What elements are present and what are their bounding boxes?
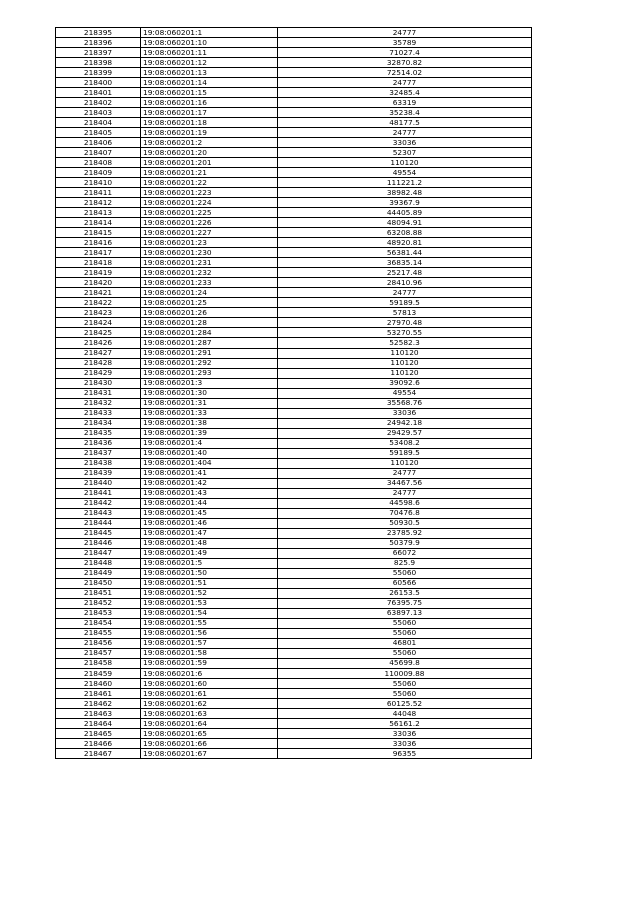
row-id-cell: 218403 xyxy=(56,108,141,118)
row-id-cell: 218455 xyxy=(56,628,141,638)
table-row xyxy=(56,88,532,98)
table-row xyxy=(56,178,532,188)
table-row xyxy=(56,558,532,568)
amount-cell: 110009.88 xyxy=(278,669,532,679)
table-row xyxy=(56,58,532,68)
table-row xyxy=(56,148,532,158)
table-row xyxy=(56,488,532,498)
row-id-cell: 218454 xyxy=(56,618,141,628)
cadastral-number-cell: 19:08:060201:49 xyxy=(141,548,278,558)
cadastral-number-cell: 19:08:060201:11 xyxy=(141,48,278,58)
table-row xyxy=(56,458,532,468)
amount-cell: 110120 xyxy=(278,348,532,358)
table-row xyxy=(56,608,532,618)
amount-cell: 60125.52 xyxy=(278,699,532,709)
table-row xyxy=(56,578,532,588)
cadastral-number-cell: 19:08:060201:3 xyxy=(141,378,278,388)
amount-cell: 24942.18 xyxy=(278,418,532,428)
cadastral-number-cell: 19:08:060201:51 xyxy=(141,578,278,588)
table-row xyxy=(56,168,532,178)
amount-cell: 44048 xyxy=(278,709,532,719)
amount-cell: 72514.02 xyxy=(278,68,532,78)
row-id-cell: 218436 xyxy=(56,438,141,448)
table-row xyxy=(56,68,532,78)
table-row xyxy=(56,548,532,558)
amount-cell: 66072 xyxy=(278,548,532,558)
amount-cell: 55060 xyxy=(278,689,532,699)
amount-cell: 825.9 xyxy=(278,558,532,568)
cadastral-number-cell: 19:08:060201:13 xyxy=(141,68,278,78)
cadastral-number-cell: 19:08:060201:5 xyxy=(141,558,278,568)
table-row xyxy=(56,188,532,198)
amount-cell: 49554 xyxy=(278,388,532,398)
row-id-cell: 218416 xyxy=(56,238,141,248)
row-id-cell: 218413 xyxy=(56,208,141,218)
amount-cell: 24777 xyxy=(278,28,532,38)
amount-cell: 48177.5 xyxy=(278,118,532,128)
table-row xyxy=(56,158,532,168)
table-row xyxy=(56,588,532,598)
table-row xyxy=(56,518,532,528)
row-id-cell: 218463 xyxy=(56,709,141,719)
cadastral-number-cell: 19:08:060201:14 xyxy=(141,78,278,88)
amount-cell: 55060 xyxy=(278,568,532,578)
row-id-cell: 218433 xyxy=(56,408,141,418)
amount-cell: 110120 xyxy=(278,358,532,368)
cadastral-number-cell: 19:08:060201:45 xyxy=(141,508,278,518)
cadastral-number-cell: 19:08:060201:38 xyxy=(141,418,278,428)
amount-cell: 63319 xyxy=(278,98,532,108)
row-id-cell: 218396 xyxy=(56,38,141,48)
cadastral-number-cell: 19:08:060201:44 xyxy=(141,498,278,508)
amount-cell: 55060 xyxy=(278,679,532,689)
cadastral-number-cell: 19:08:060201:48 xyxy=(141,538,278,548)
row-id-cell: 218421 xyxy=(56,288,141,298)
row-id-cell: 218435 xyxy=(56,428,141,438)
cadastral-number-cell: 19:08:060201:20 xyxy=(141,148,278,158)
cadastral-number-cell: 19:08:060201:223 xyxy=(141,188,278,198)
amount-cell: 59189.5 xyxy=(278,448,532,458)
cadastral-number-cell: 19:08:060201:47 xyxy=(141,528,278,538)
table-row xyxy=(56,108,532,118)
table-row xyxy=(56,658,532,668)
table-row xyxy=(56,238,532,248)
row-id-cell: 218462 xyxy=(56,699,141,709)
cadastral-number-cell: 19:08:060201:26 xyxy=(141,308,278,318)
amount-cell: 110120 xyxy=(278,158,532,168)
cadastral-number-cell: 19:08:060201:59 xyxy=(141,658,278,668)
row-id-cell: 218397 xyxy=(56,48,141,58)
table-row xyxy=(56,729,532,739)
table-row xyxy=(56,508,532,518)
amount-cell: 53408.2 xyxy=(278,438,532,448)
amount-cell: 33036 xyxy=(278,739,532,749)
cadastral-number-cell: 19:08:060201:17 xyxy=(141,108,278,118)
table-row xyxy=(56,428,532,438)
table-row xyxy=(56,739,532,749)
table-row xyxy=(56,689,532,699)
table-row xyxy=(56,598,532,608)
amount-cell: 57813 xyxy=(278,308,532,318)
amount-cell: 38982.48 xyxy=(278,188,532,198)
table-row xyxy=(56,719,532,729)
row-id-cell: 218445 xyxy=(56,528,141,538)
amount-cell: 33036 xyxy=(278,408,532,418)
amount-cell: 32485.4 xyxy=(278,88,532,98)
cadastral-number-cell: 19:08:060201:58 xyxy=(141,648,278,658)
cadastral-number-cell: 19:08:060201:284 xyxy=(141,328,278,338)
amount-cell: 44598.6 xyxy=(278,498,532,508)
cadastral-number-cell: 19:08:060201:31 xyxy=(141,398,278,408)
row-id-cell: 218444 xyxy=(56,518,141,528)
amount-cell: 52582.3 xyxy=(278,338,532,348)
table-row xyxy=(56,468,532,478)
row-id-cell: 218461 xyxy=(56,689,141,699)
amount-cell: 26153.5 xyxy=(278,588,532,598)
table-row xyxy=(56,208,532,218)
row-id-cell: 218423 xyxy=(56,308,141,318)
table-row xyxy=(56,538,532,548)
cadastral-number-cell: 19:08:060201:225 xyxy=(141,208,278,218)
row-id-cell: 218431 xyxy=(56,388,141,398)
row-id-cell: 218398 xyxy=(56,58,141,68)
table-row xyxy=(56,288,532,298)
cadastral-number-cell: 19:08:060201:41 xyxy=(141,468,278,478)
amount-cell: 39367.9 xyxy=(278,198,532,208)
amount-cell: 24777 xyxy=(278,128,532,138)
row-id-cell: 218414 xyxy=(56,218,141,228)
row-id-cell: 218424 xyxy=(56,318,141,328)
cadastral-number-cell: 19:08:060201:230 xyxy=(141,248,278,258)
row-id-cell: 218402 xyxy=(56,98,141,108)
row-id-cell: 218417 xyxy=(56,248,141,258)
row-id-cell: 218427 xyxy=(56,348,141,358)
amount-cell: 59189.5 xyxy=(278,298,532,308)
row-id-cell: 218412 xyxy=(56,198,141,208)
amount-cell: 110120 xyxy=(278,458,532,468)
amount-cell: 46801 xyxy=(278,638,532,648)
amount-cell: 50930.5 xyxy=(278,518,532,528)
row-id-cell: 218450 xyxy=(56,578,141,588)
table-row xyxy=(56,98,532,108)
row-id-cell: 218443 xyxy=(56,508,141,518)
table-row xyxy=(56,398,532,408)
table-row xyxy=(56,118,532,128)
cadastral-number-cell: 19:08:060201:291 xyxy=(141,348,278,358)
table-row xyxy=(56,308,532,318)
table-row xyxy=(56,298,532,308)
table-row xyxy=(56,528,532,538)
amount-cell: 29429.57 xyxy=(278,428,532,438)
cadastral-number-cell: 19:08:060201:15 xyxy=(141,88,278,98)
table-row xyxy=(56,618,532,628)
table-row xyxy=(56,749,532,759)
row-id-cell: 218456 xyxy=(56,638,141,648)
amount-cell: 39092.6 xyxy=(278,378,532,388)
table-row xyxy=(56,38,532,48)
row-id-cell: 218404 xyxy=(56,118,141,128)
row-id-cell: 218408 xyxy=(56,158,141,168)
amount-cell: 48094.91 xyxy=(278,218,532,228)
row-id-cell: 218457 xyxy=(56,648,141,658)
row-id-cell: 218429 xyxy=(56,368,141,378)
row-id-cell: 218418 xyxy=(56,258,141,268)
table-row xyxy=(56,648,532,658)
row-id-cell: 218420 xyxy=(56,278,141,288)
row-id-cell: 218407 xyxy=(56,148,141,158)
table-row xyxy=(56,368,532,378)
amount-cell: 60566 xyxy=(278,578,532,588)
amount-cell: 63208.88 xyxy=(278,228,532,238)
row-id-cell: 218409 xyxy=(56,168,141,178)
cadastral-number-cell: 19:08:060201:24 xyxy=(141,288,278,298)
table-row xyxy=(56,48,532,58)
amount-cell: 111221.2 xyxy=(278,178,532,188)
row-id-cell: 218426 xyxy=(56,338,141,348)
amount-cell: 56161.2 xyxy=(278,719,532,729)
cadastral-number-cell: 19:08:060201:64 xyxy=(141,719,278,729)
amount-cell: 70476.8 xyxy=(278,508,532,518)
table-row xyxy=(56,248,532,258)
amount-cell: 36835.14 xyxy=(278,258,532,268)
cadastral-number-cell: 19:08:060201:50 xyxy=(141,568,278,578)
cadastral-number-cell: 19:08:060201:21 xyxy=(141,168,278,178)
cadastral-number-cell: 19:08:060201:4 xyxy=(141,438,278,448)
row-id-cell: 218453 xyxy=(56,608,141,618)
row-id-cell: 218410 xyxy=(56,178,141,188)
amount-cell: 55060 xyxy=(278,628,532,638)
cadastral-number-cell: 19:08:060201:43 xyxy=(141,488,278,498)
cadastral-number-cell: 19:08:060201:63 xyxy=(141,709,278,719)
table-row xyxy=(56,388,532,398)
amount-cell: 24777 xyxy=(278,288,532,298)
cadastral-number-cell: 19:08:060201:10 xyxy=(141,38,278,48)
cadastral-number-cell: 19:08:060201:226 xyxy=(141,218,278,228)
cadastral-number-cell: 19:08:060201:22 xyxy=(141,178,278,188)
cadastral-number-cell: 19:08:060201:201 xyxy=(141,158,278,168)
row-id-cell: 218415 xyxy=(56,228,141,238)
cadastral-number-cell: 19:08:060201:227 xyxy=(141,228,278,238)
cadastral-number-cell: 19:08:060201:293 xyxy=(141,368,278,378)
table-row xyxy=(56,709,532,719)
row-id-cell: 218437 xyxy=(56,448,141,458)
table-row xyxy=(56,318,532,328)
amount-cell: 33036 xyxy=(278,138,532,148)
cadastral-number-cell: 19:08:060201:57 xyxy=(141,638,278,648)
cadastral-number-cell: 19:08:060201:66 xyxy=(141,739,278,749)
row-id-cell: 218432 xyxy=(56,398,141,408)
cadastral-number-cell: 19:08:060201:16 xyxy=(141,98,278,108)
amount-cell: 23785.92 xyxy=(278,528,532,538)
table-row xyxy=(56,679,532,689)
amount-cell: 24777 xyxy=(278,468,532,478)
row-id-cell: 218399 xyxy=(56,68,141,78)
row-id-cell: 218459 xyxy=(56,669,141,679)
table-row xyxy=(56,128,532,138)
row-id-cell: 218425 xyxy=(56,328,141,338)
table-row xyxy=(56,78,532,88)
cadastral-number-cell: 19:08:060201:6 xyxy=(141,669,278,679)
cadastral-number-cell: 19:08:060201:55 xyxy=(141,618,278,628)
amount-cell: 24777 xyxy=(278,488,532,498)
cadastral-number-cell: 19:08:060201:231 xyxy=(141,258,278,268)
amount-cell: 56381.44 xyxy=(278,248,532,258)
cadastral-number-cell: 19:08:060201:224 xyxy=(141,198,278,208)
table-row xyxy=(56,358,532,368)
table-row xyxy=(56,628,532,638)
amount-cell: 33036 xyxy=(278,729,532,739)
cadastral-number-cell: 19:08:060201:12 xyxy=(141,58,278,68)
row-id-cell: 218428 xyxy=(56,358,141,368)
cadastral-number-cell: 19:08:060201:404 xyxy=(141,458,278,468)
row-id-cell: 218440 xyxy=(56,478,141,488)
amount-cell: 96355 xyxy=(278,749,532,759)
table-row xyxy=(56,258,532,268)
row-id-cell: 218434 xyxy=(56,418,141,428)
amount-cell: 24777 xyxy=(278,78,532,88)
cadastral-number-cell: 19:08:060201:54 xyxy=(141,608,278,618)
cadastral-number-cell: 19:08:060201:53 xyxy=(141,598,278,608)
table-body xyxy=(56,28,532,759)
row-id-cell: 218401 xyxy=(56,88,141,98)
cadastral-number-cell: 19:08:060201:42 xyxy=(141,478,278,488)
row-id-cell: 218422 xyxy=(56,298,141,308)
cadastral-number-cell: 19:08:060201:60 xyxy=(141,679,278,689)
amount-cell: 52307 xyxy=(278,148,532,158)
amount-cell: 35238.4 xyxy=(278,108,532,118)
cadastral-number-cell: 19:08:060201:61 xyxy=(141,689,278,699)
cadastral-number-cell: 19:08:060201:62 xyxy=(141,699,278,709)
cadastral-number-cell: 19:08:060201:18 xyxy=(141,118,278,128)
row-id-cell: 218400 xyxy=(56,78,141,88)
row-id-cell: 218449 xyxy=(56,568,141,578)
table-row xyxy=(56,498,532,508)
amount-cell: 49554 xyxy=(278,168,532,178)
amount-cell: 53270.55 xyxy=(278,328,532,338)
amount-cell: 35789 xyxy=(278,38,532,48)
cadastral-number-cell: 19:08:060201:39 xyxy=(141,428,278,438)
cadastral-number-cell: 19:08:060201:65 xyxy=(141,729,278,739)
table-row xyxy=(56,338,532,348)
table-row xyxy=(56,268,532,278)
cadastral-number-cell: 19:08:060201:287 xyxy=(141,338,278,348)
row-id-cell: 218465 xyxy=(56,729,141,739)
amount-cell: 28410.96 xyxy=(278,278,532,288)
amount-cell: 63897.13 xyxy=(278,608,532,618)
cadastral-number-cell: 19:08:060201:292 xyxy=(141,358,278,368)
amount-cell: 45699.8 xyxy=(278,658,532,668)
table-row xyxy=(56,478,532,488)
table-row xyxy=(56,448,532,458)
table-row xyxy=(56,568,532,578)
table-row xyxy=(56,198,532,208)
cadastral-number-cell: 19:08:060201:28 xyxy=(141,318,278,328)
table-row xyxy=(56,438,532,448)
data-table xyxy=(55,27,532,759)
row-id-cell: 218411 xyxy=(56,188,141,198)
row-id-cell: 218464 xyxy=(56,719,141,729)
amount-cell: 44405.89 xyxy=(278,208,532,218)
table-row xyxy=(56,228,532,238)
table-row xyxy=(56,669,532,679)
amount-cell: 71027.4 xyxy=(278,48,532,58)
row-id-cell: 218451 xyxy=(56,588,141,598)
row-id-cell: 218430 xyxy=(56,378,141,388)
table-row xyxy=(56,408,532,418)
amount-cell: 34467.56 xyxy=(278,478,532,488)
row-id-cell: 218439 xyxy=(56,468,141,478)
cadastral-number-cell: 19:08:060201:46 xyxy=(141,518,278,528)
row-id-cell: 218467 xyxy=(56,749,141,759)
table-row xyxy=(56,328,532,338)
row-id-cell: 218419 xyxy=(56,268,141,278)
amount-cell: 27970.48 xyxy=(278,318,532,328)
cadastral-number-cell: 19:08:060201:67 xyxy=(141,749,278,759)
table-row xyxy=(56,28,532,38)
cadastral-number-cell: 19:08:060201:233 xyxy=(141,278,278,288)
table-row xyxy=(56,638,532,648)
amount-cell: 35568.76 xyxy=(278,398,532,408)
cadastral-number-cell: 19:08:060201:40 xyxy=(141,448,278,458)
row-id-cell: 218460 xyxy=(56,679,141,689)
row-id-cell: 218438 xyxy=(56,458,141,468)
row-id-cell: 218452 xyxy=(56,598,141,608)
row-id-cell: 218466 xyxy=(56,739,141,749)
table-row xyxy=(56,278,532,288)
table-row xyxy=(56,138,532,148)
table-row xyxy=(56,418,532,428)
amount-cell: 50379.9 xyxy=(278,538,532,548)
cadastral-number-cell: 19:08:060201:33 xyxy=(141,408,278,418)
row-id-cell: 218405 xyxy=(56,128,141,138)
table-row xyxy=(56,699,532,709)
row-id-cell: 218406 xyxy=(56,138,141,148)
amount-cell: 55060 xyxy=(278,618,532,628)
cadastral-number-cell: 19:08:060201:19 xyxy=(141,128,278,138)
cadastral-number-cell: 19:08:060201:56 xyxy=(141,628,278,638)
row-id-cell: 218447 xyxy=(56,548,141,558)
amount-cell: 48920.81 xyxy=(278,238,532,248)
row-id-cell: 218442 xyxy=(56,498,141,508)
cadastral-number-cell: 19:08:060201:1 xyxy=(141,28,278,38)
cadastral-number-cell: 19:08:060201:2 xyxy=(141,138,278,148)
table-row xyxy=(56,348,532,358)
row-id-cell: 218448 xyxy=(56,558,141,568)
cadastral-number-cell: 19:08:060201:30 xyxy=(141,388,278,398)
row-id-cell: 218458 xyxy=(56,658,141,668)
amount-cell: 76395.75 xyxy=(278,598,532,608)
cadastral-number-cell: 19:08:060201:25 xyxy=(141,298,278,308)
amount-cell: 55060 xyxy=(278,648,532,658)
row-id-cell: 218441 xyxy=(56,488,141,498)
table-row xyxy=(56,218,532,228)
cadastral-number-cell: 19:08:060201:52 xyxy=(141,588,278,598)
table-row xyxy=(56,378,532,388)
row-id-cell: 218395 xyxy=(56,28,141,38)
amount-cell: 25217.48 xyxy=(278,268,532,278)
amount-cell: 110120 xyxy=(278,368,532,378)
amount-cell: 32870.82 xyxy=(278,58,532,68)
cadastral-number-cell: 19:08:060201:232 xyxy=(141,268,278,278)
cadastral-number-cell: 19:08:060201:23 xyxy=(141,238,278,248)
row-id-cell: 218446 xyxy=(56,538,141,548)
